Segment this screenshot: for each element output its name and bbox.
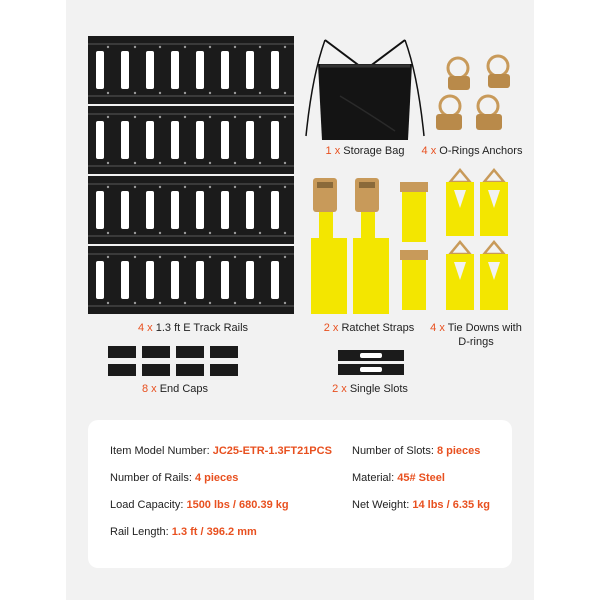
spec-value: 14 lbs / 6.35 kg bbox=[412, 499, 490, 511]
spec-label: Number of Rails: bbox=[110, 472, 192, 484]
spec-value: 8 pieces bbox=[436, 445, 481, 457]
spec-material bbox=[352, 472, 445, 484]
caption-qty: 4 x bbox=[430, 322, 445, 334]
storage-bag-image bbox=[300, 36, 430, 146]
caption-qty: 2 x bbox=[332, 383, 347, 395]
spec-label: Item Model Number: bbox=[110, 445, 210, 457]
caption-tie-downs bbox=[424, 321, 528, 349]
spec-value: 4 pieces bbox=[194, 472, 239, 484]
caption-qty: 8 x bbox=[141, 383, 157, 395]
caption-label: O-Rings Anchors bbox=[439, 145, 523, 157]
spec-label: Number of Slots: bbox=[352, 445, 434, 457]
spec-label: Net Weight: bbox=[352, 499, 410, 511]
caption-label: Storage Bag bbox=[343, 145, 405, 157]
spec-value: 1500 lbs / 680.39 kg bbox=[186, 499, 289, 511]
spec-model-number bbox=[110, 445, 332, 457]
spec-number-of-rails bbox=[110, 472, 238, 484]
caption-qty: 4 x bbox=[421, 145, 437, 157]
spec-value: 1.3 ft / 396.2 mm bbox=[171, 526, 257, 538]
caption-label: End Caps bbox=[159, 383, 209, 395]
caption-end-caps bbox=[130, 382, 220, 396]
ratchet-straps-image bbox=[305, 178, 395, 316]
single-slots-image bbox=[336, 350, 406, 376]
specifications-panel bbox=[88, 420, 512, 568]
spec-label: Material: bbox=[352, 472, 395, 484]
caption-label-line2: D-rings bbox=[458, 336, 494, 348]
spec-value: JC25-ETR-1.3FT21PCS bbox=[212, 445, 332, 457]
spec-number-of-slots bbox=[352, 445, 480, 457]
caption-qty: 1 x bbox=[325, 145, 341, 157]
caption-single-slots bbox=[322, 382, 418, 396]
o-ring-anchors-image bbox=[430, 50, 522, 140]
caption-label: Single Slots bbox=[349, 383, 408, 395]
spec-label: Rail Length: bbox=[110, 526, 169, 538]
caption-label: Ratchet Straps bbox=[341, 322, 415, 334]
spec-value: 45# Steel bbox=[397, 472, 445, 484]
caption-o-rings bbox=[416, 144, 528, 158]
caption-e-track-rails bbox=[120, 321, 266, 335]
spec-load-capacity bbox=[110, 499, 289, 511]
e-track-rails-image bbox=[88, 36, 294, 316]
caption-qty: 4 x bbox=[137, 322, 153, 334]
e-track-fitting-straps-image bbox=[396, 182, 432, 314]
caption-ratchet-straps bbox=[316, 321, 422, 335]
caption-label: 1.3 ft E Track Rails bbox=[155, 322, 249, 334]
spec-net-weight bbox=[352, 499, 490, 511]
tie-downs-image bbox=[440, 168, 516, 314]
spec-rail-length bbox=[110, 526, 257, 538]
end-caps-image bbox=[106, 344, 246, 380]
spec-label: Load Capacity: bbox=[110, 499, 184, 511]
caption-label: Tie Downs with bbox=[447, 322, 522, 334]
caption-storage-bag bbox=[312, 144, 418, 158]
caption-qty: 2 x bbox=[323, 322, 339, 334]
